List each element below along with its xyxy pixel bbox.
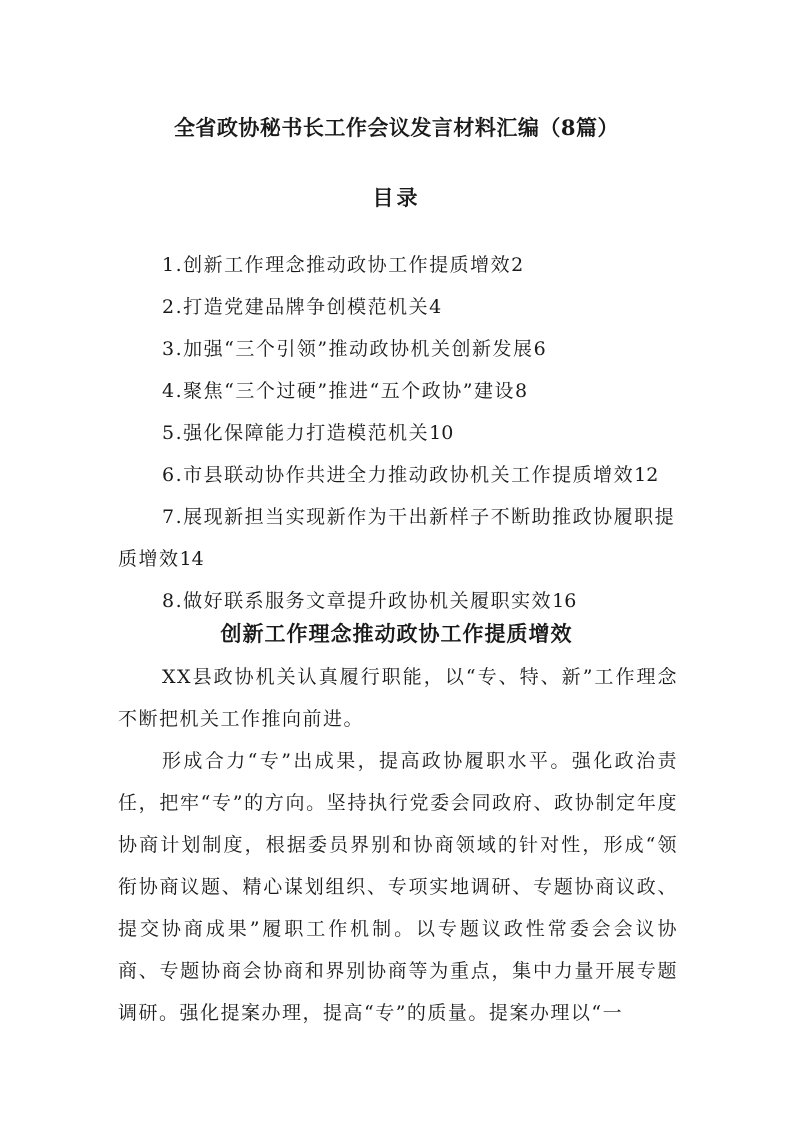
paragraph: XX县政协机关认真履行职能，以“专、特、新”工作理念不断把机关工作推向前进。 <box>118 666 678 730</box>
toc-item[interactable] <box>118 496 678 580</box>
toc-item-page: 2 <box>511 254 524 276</box>
toc-item[interactable] <box>118 370 678 412</box>
toc-heading: 目录 <box>372 185 421 210</box>
toc-item-text: 6.市县联动协作共进全力推动政协机关工作提质增效 <box>162 464 635 486</box>
paragraph: 形成合力“专”出成果，提高政协履职水平。强化政治责任，把牢“专”的方向。坚持执行党委会同政府、政协制定年度协商计划制度，根据委员界别和协商领域的针对性，形成“领衔协商议题、精心谋划组织、专项实地调研、专题协商议政、提交协商成果”履职工作机制。以专题议政性常委会会议协商、专题协商会协商和界别协商等为重点，集中力量开展专题调研。强化提案办理，提高“专”的质量。提案办理以“一 <box>118 750 678 1024</box>
toc-item[interactable] <box>118 580 678 622</box>
toc-item-text: 2.打造党建品牌争创模范机关 <box>162 296 430 318</box>
toc-item-text: 3.加强“三个引领”推动政协机关创新发展 <box>162 338 534 360</box>
section-heading: 创新工作理念推动政协工作提质增效 <box>220 621 573 646</box>
toc-item-text: 8.做好联系服务文章提升政协机关履职实效 <box>162 590 553 612</box>
table-of-contents <box>118 244 678 622</box>
toc-item-text: 4.聚焦“三个过硬”推进“五个政协”建设 <box>162 380 515 402</box>
toc-item[interactable] <box>118 244 678 286</box>
toc-item-text: 5.强化保障能力打造模范机关 <box>162 422 430 444</box>
toc-item-page: 10 <box>429 422 454 444</box>
toc-item-page: 6 <box>533 338 546 360</box>
toc-item-page: 14 <box>179 548 204 570</box>
toc-item-page: 12 <box>634 464 659 486</box>
toc-item[interactable] <box>118 328 678 370</box>
toc-item[interactable] <box>118 412 678 454</box>
toc-item-page: 8 <box>514 380 528 402</box>
toc-item-text: 7.展现新担当实现新作为干出新样子不断助推政协履职提质增效 <box>118 506 676 570</box>
toc-item-page: 4 <box>429 296 442 318</box>
toc-item[interactable] <box>118 286 678 328</box>
document-title: 全省政协秘书长工作会议发言材料汇编（8篇） <box>173 115 620 140</box>
toc-item-page: 16 <box>552 590 577 612</box>
toc-item-text: 1.创新工作理念推动政协工作提质增效 <box>162 254 512 276</box>
body-text <box>118 656 678 1034</box>
toc-item[interactable] <box>118 454 678 496</box>
